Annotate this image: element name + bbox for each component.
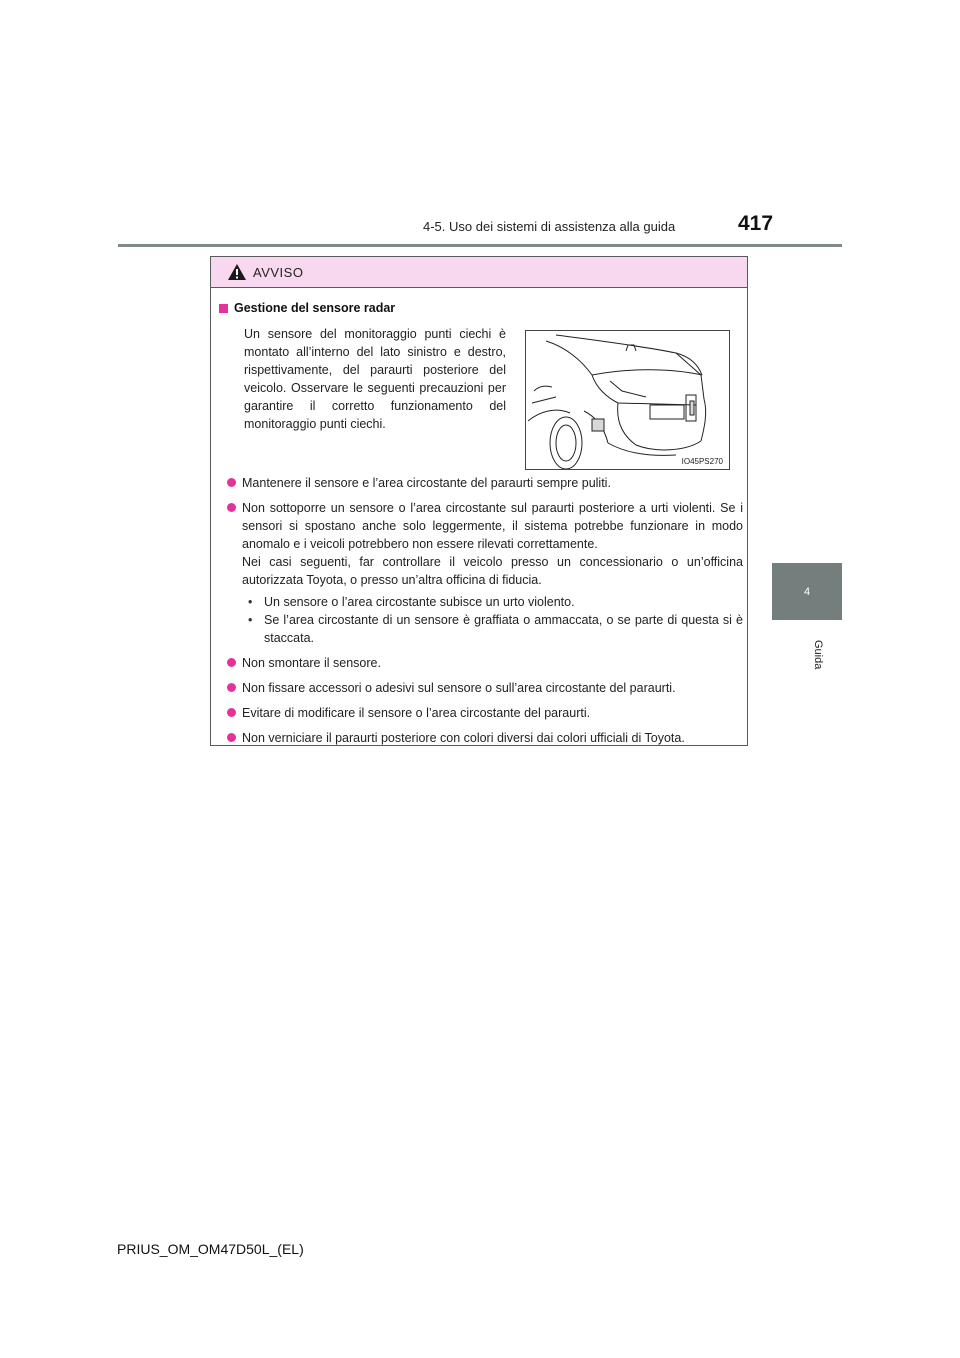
warning-box (210, 256, 748, 746)
warning-header (211, 257, 747, 288)
sub-list-item: • Un sensore o l’area circostante subisce un urto violento. (248, 593, 743, 611)
list-item: Mantenere il sensore e l’area circostante del paraurti sempre puliti. (227, 474, 743, 492)
list-item: Non fissare accessori o adesivi sul sensore o sull’area circostante del paraurti. (227, 679, 743, 697)
subheading-text: Gestione del sensore radar (234, 301, 396, 315)
precautions-list (227, 474, 743, 754)
warning-title: AVVISO (253, 264, 304, 280)
list-item: Evitare di modificare il sensore o l’area circostante del paraurti. (227, 704, 743, 722)
chapter-tab (772, 563, 842, 620)
bullet-dot-icon (227, 708, 236, 717)
bullet-dot-icon (227, 683, 236, 692)
list-item: Non sottoporre un sensore o l’area circostante sul paraurti posteriore a urti violenti. Se i sensori si spostano anche solo leggermente, il sistema potrebbe funzionare in modo anomalo e i veicoli potrebbero non essere rilevati correttamente. Nei casi seguenti, far controllare il veicolo presso un concessionario o un’officina autorizzata Toyota, o presso un’altra officina di fiducia. • Un sensore o l’area circostante subisce un urto violento. • Se l’area circostante di un sensore è graffiata o ammaccata, o se parte di questa si è staccata. (227, 499, 743, 647)
car-rear-drawing (526, 331, 729, 469)
figure-code: IO45PS270 (681, 457, 723, 466)
chapter-number: 4 (803, 585, 811, 598)
page-number: 417 (738, 212, 774, 235)
bullet-dot-icon (227, 733, 236, 742)
header-divider (118, 244, 842, 247)
bullet-dot-icon (227, 478, 236, 487)
chapter-label: Guida (812, 640, 824, 670)
sub-list (242, 593, 743, 647)
document-code: PRIUS_OM_OM47D50L_(EL) (117, 1241, 304, 1257)
car-rear-illustration (525, 330, 730, 470)
bullet-dot-icon (227, 658, 236, 667)
sub-list-item: • Se l’area circostante di un sensore è graffiata o ammaccata, o se parte di questa si è staccata. (248, 611, 743, 647)
warning-triangle-icon (227, 263, 247, 281)
intro-paragraph: Un sensore del monitoraggio punti ciechi è montato all’interno del lato sinistro e destro, rispettivamente, del paraurti posteriore del veicolo. Osservare le seguenti precauzioni per garantire il corretto funzionamento del monitoraggio punti ciechi. (244, 327, 506, 431)
section-title: 4-5. Uso dei sistemi di assistenza alla guida (423, 219, 676, 234)
list-item: Non verniciare il paraurti posteriore con colori diversi dai colori ufficiali di Toyota. (227, 729, 743, 747)
bullet-dot-icon (227, 503, 236, 512)
warning-subheading (219, 301, 395, 315)
square-bullet-icon (219, 304, 228, 313)
list-item: Non smontare il sensore. (227, 654, 743, 672)
